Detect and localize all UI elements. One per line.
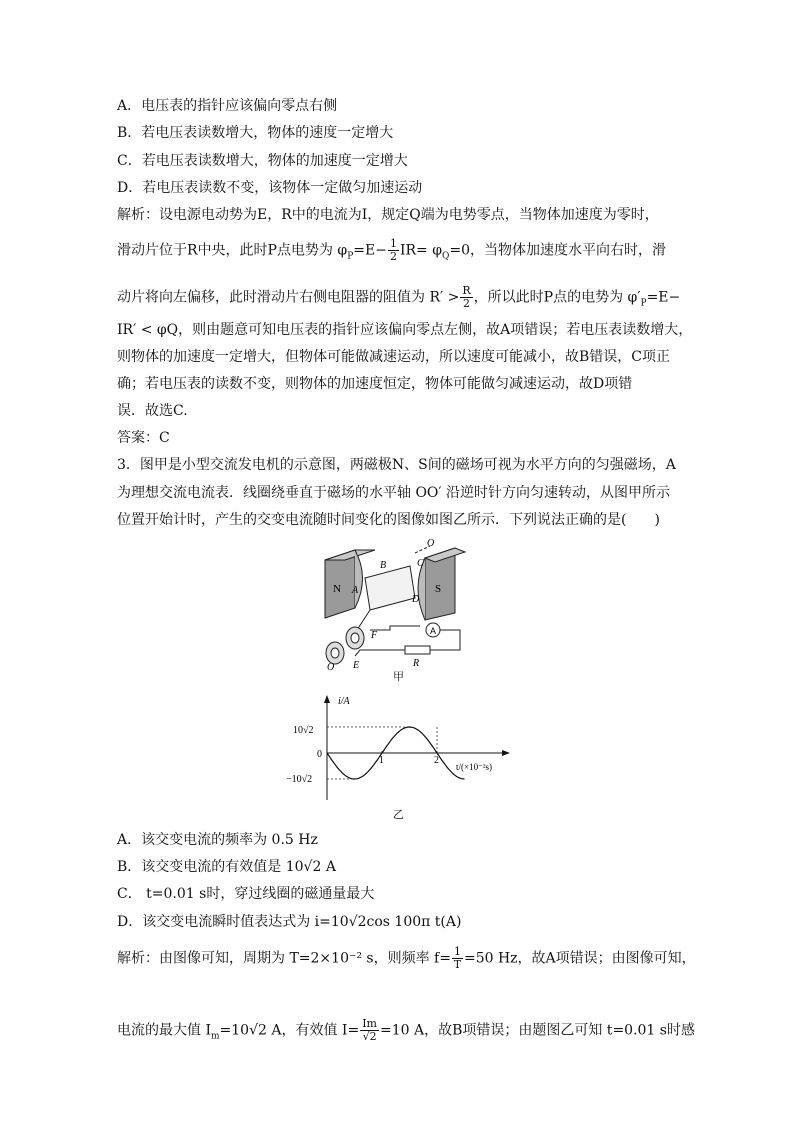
x-tick-1: 1 <box>379 755 384 766</box>
option-b: B．若电压表读数增大，物体的速度一定增大 <box>117 125 394 141</box>
label-c: C <box>417 558 424 569</box>
fraction: $\frac{Im}{√2}$ <box>362 1017 377 1043</box>
current-time-chart <box>280 690 520 810</box>
label-b: B <box>380 560 387 571</box>
generator-diagram <box>315 538 485 673</box>
label-e: E <box>353 660 360 671</box>
option-c: C．若电压表读数增大，物体的加速度一定增大 <box>117 153 408 169</box>
analysis-line: 则物体的加速度一定增大，但物体可能做减速运动，所以速度可能减小，故B错误，C项正 <box>117 349 670 365</box>
y-tick-zero: 0 <box>317 749 322 760</box>
analysis-line: 动片将向左偏移，此时滑动片右侧电阻器的阻值为 R′ > $\frac{R}{2}$ ，所以此时P点的电势为 $\varphi'_P=E-$ <box>117 284 681 310</box>
label-r: R <box>413 658 420 669</box>
option-d: D．该交变电流瞬时值表达式为 i=10√2cos 100π t(A) <box>117 914 462 930</box>
x-axis-label: t/(×10⁻²s) <box>456 762 493 772</box>
analysis-line: 误．故选C. <box>117 403 188 419</box>
fraction: $\frac{1}{T}$ <box>453 945 462 971</box>
analysis-line: 确；若电压表的读数不变，则物体的加速度恒定，物体可能做匀减速运动，故D项错 <box>117 376 633 392</box>
x-tick-2: 2 <box>434 755 439 766</box>
option-a: A．电压表的指针应该偏向零点右侧 <box>117 98 338 114</box>
option-d: D．若电压表读数不变，该物体一定做匀加速运动 <box>117 180 423 196</box>
question-3-line: 位置开始计时，产生的交变电流随时间变化的图像如图乙所示．下列说法正确的是( ) <box>117 512 660 528</box>
option-b: B．该交变电流的有效值是 10√2 A <box>117 859 336 875</box>
option-c: C． t=0.01 s时，穿过线圈的磁通量最大 <box>117 886 375 902</box>
y-axis-arrow <box>324 695 330 703</box>
answer: 答案：C <box>117 430 170 446</box>
label-o-top: O <box>427 538 435 549</box>
analysis-line: 解析：由图像可知，周期为 T=2×10⁻² s，则频率 f= $\frac{1}{T}$ =50 Hz，故A项错误；由图像可知， <box>117 945 696 971</box>
label-ammeter: A <box>430 626 437 636</box>
y-tick-top: 10√2 <box>293 725 314 736</box>
label-a: A <box>352 585 359 596</box>
label-f: F <box>371 630 378 641</box>
y-tick-bottom: −10√2 <box>286 774 313 785</box>
option-a: A．该交变电流的频率为 0.5 Hz <box>117 832 318 848</box>
fraction: $\frac{1}{2}$ <box>389 237 397 263</box>
analysis-line: 解析：设电源电动势为E，R中的电流为I，规定Q端为电势零点，当物体加速度为零时， <box>117 207 659 223</box>
y-axis-label: i/A <box>338 696 350 707</box>
figure-caption-yi: 乙 <box>393 808 404 821</box>
fraction: $\frac{R}{2}$ <box>462 284 471 310</box>
question-3-line: 3．图甲是小型交流发电机的示意图，两磁极N、S间的磁场可视为水平方向的匀强磁场，A <box>117 457 676 473</box>
analysis-line: 电流的最大值 $I_m=10√2$ A，有效值 I= $\frac{Im}{√2}$ =10 A，故B项错误；由题图乙可知 t=0.01 s时感 <box>117 1017 695 1043</box>
x-axis-arrow <box>502 750 510 756</box>
label-s: S <box>435 583 442 595</box>
question-3-line: 为理想交流电流表．线圈绕垂直于磁场的水平轴 OO′ 沿逆时针方向匀速转动，从图甲所示 <box>117 485 671 501</box>
analysis-line: IR′ < φQ，则由题意可知电压表的指针应该偏向零点左侧，故A项错误；若电压表读数增大， <box>117 322 693 338</box>
figure-caption-jia: 甲 <box>393 670 404 683</box>
analysis-line: 滑动片位于R中央，此时P点电势为 $\varphi_P=E-$ $\frac{1}{2}$ $IR= \varphi_Q=0$，当物体加速度水平向右时，滑 <box>117 237 667 263</box>
label-o-bottom: O <box>327 662 335 673</box>
label-d: D <box>412 594 420 605</box>
label-n: N <box>333 583 341 595</box>
